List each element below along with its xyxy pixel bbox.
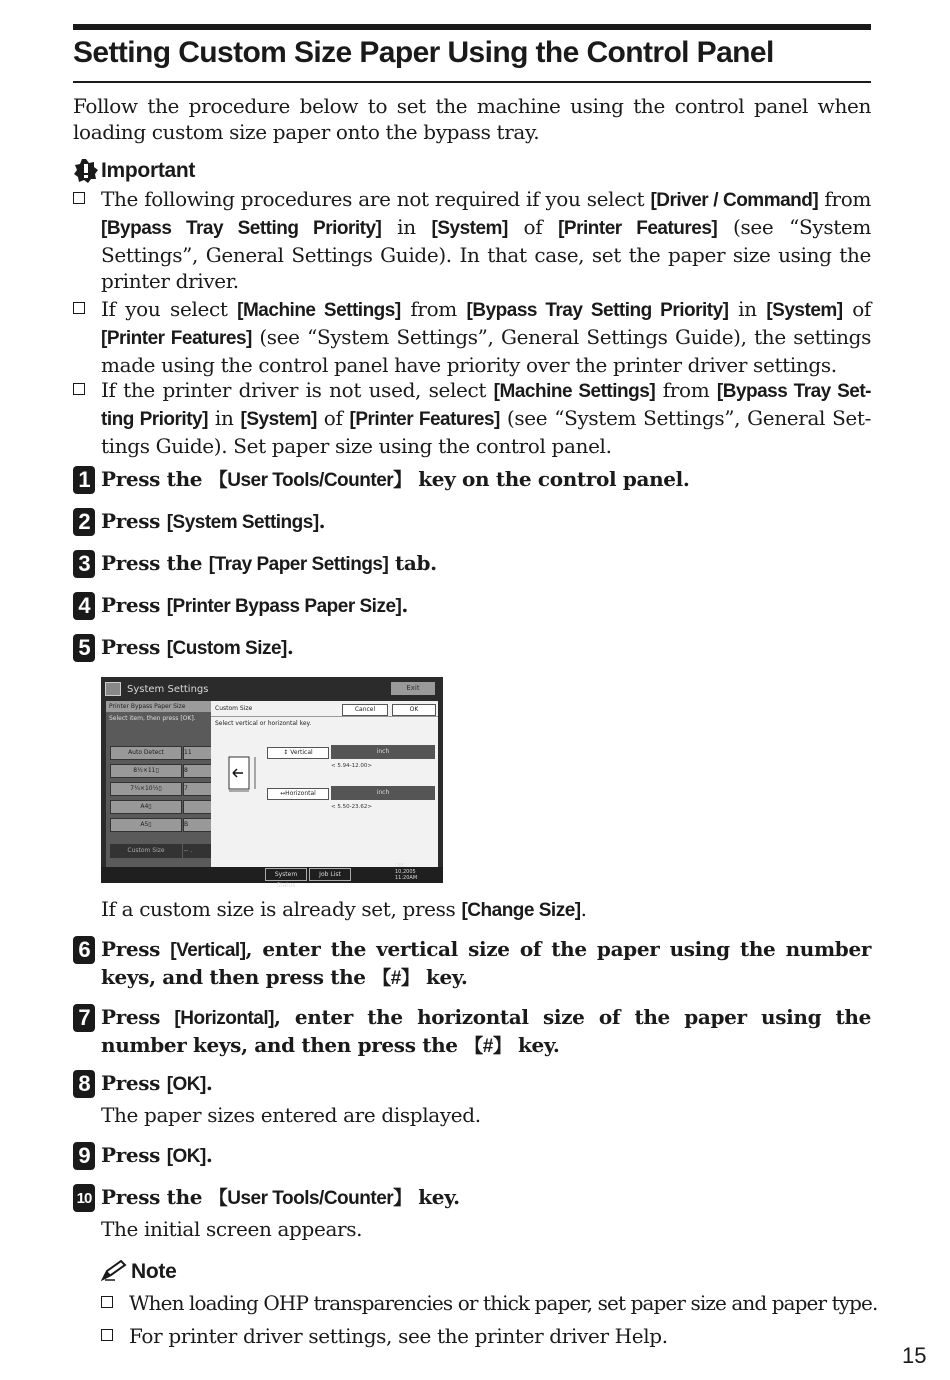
step-text — [101, 634, 871, 662]
step-text — [101, 1004, 871, 1060]
note-label: Note — [131, 1260, 177, 1283]
important-icon — [73, 158, 99, 184]
left-col2-button[interactable]: B — [183, 818, 215, 832]
checkbox-bullet-icon — [101, 1296, 113, 1308]
left-hint: Select item, then press [OK]. — [109, 715, 196, 722]
screen-title: System Settings — [127, 683, 209, 695]
left-col2-button[interactable]: 7 — [183, 782, 215, 796]
step-item — [73, 592, 871, 620]
text-run: in — [207, 406, 241, 430]
step-item — [73, 1004, 871, 1060]
text-run: from — [400, 297, 467, 321]
page-title: Setting Custom Size Paper Using the Control Panel — [73, 36, 774, 69]
text-run: . — [205, 1071, 213, 1095]
text-run: . — [286, 635, 294, 659]
text-run: , enter the vertical size of the paper using the number keys, and then press the — [101, 937, 872, 989]
important-text — [101, 186, 871, 294]
text-run: Press — [101, 1005, 175, 1029]
step-text — [101, 592, 871, 620]
key-label: [System] — [240, 409, 317, 430]
text-run: . — [318, 509, 326, 533]
cancel-button[interactable]: Cancel — [342, 704, 388, 716]
text-run: Press — [101, 1071, 167, 1095]
size-button-3[interactable]: A4▯ — [110, 800, 182, 814]
text-run: of — [507, 215, 559, 239]
step-item — [73, 634, 871, 662]
step-text — [101, 1070, 871, 1098]
step-number-badge: 2 — [73, 508, 95, 536]
screen-left-panel — [106, 701, 212, 867]
key-label: 【#】 — [464, 1036, 512, 1057]
checkbox-bullet-icon — [101, 1329, 113, 1341]
text-run: in — [728, 297, 767, 321]
text-run: . — [580, 897, 587, 921]
note-heading — [101, 1258, 176, 1286]
important-label: Important — [101, 159, 196, 182]
step-text — [101, 508, 871, 536]
job-list-tab[interactable]: Job List — [309, 868, 351, 881]
text-run: Press — [101, 593, 167, 617]
key-label: 【#】 — [372, 968, 420, 989]
system-settings-icon — [105, 682, 121, 696]
horizontal-button[interactable]: ↔Horizontal — [267, 788, 329, 800]
key-label: [OK] — [166, 1146, 206, 1167]
text-run: key. — [419, 965, 468, 989]
step-result-text: The paper sizes entered are displayed. — [101, 1103, 481, 1127]
step-number-badge: 8 — [73, 1070, 95, 1098]
step-number-badge: 7 — [73, 1004, 95, 1032]
title-rule — [73, 81, 871, 83]
text-run: (see “System Settings”, General Settings Guide). In that case, set the paper size using the printer driver. — [101, 215, 872, 293]
paper-diagram-icon — [225, 753, 259, 793]
step-item — [73, 1184, 871, 1242]
step-number-badge: 4 — [73, 592, 95, 620]
size-button-2[interactable]: 7¼×10½▯ — [110, 782, 182, 796]
step-number-badge: 9 — [73, 1142, 95, 1170]
key-label: [System] — [766, 300, 843, 321]
text-run: . — [401, 593, 408, 617]
text-run: in — [381, 215, 432, 239]
key-label: [Horizontal] — [174, 1008, 274, 1029]
text-run: Press — [101, 509, 167, 533]
key-label: [Bypass Tray Setting Priority] — [101, 218, 382, 239]
text-run: (see “System Settings”, General Set-tings Guide). Set paper size using the control panel. — [101, 406, 872, 458]
text-run: of — [316, 406, 350, 430]
text-run: key on the control panel. — [411, 467, 690, 491]
control-panel-screenshot — [101, 677, 443, 889]
text-run: from — [655, 378, 717, 402]
key-label: [OK] — [166, 1074, 206, 1095]
step-number-badge: 3 — [73, 550, 95, 578]
size-button-4[interactable]: A5▯ — [110, 818, 182, 832]
text-run: (see “System Settings”, General Settings Guide), the settings made using the control panel have priority over the printer driver settings. — [101, 325, 872, 377]
text-run: key. — [411, 1185, 460, 1209]
key-label: 【User Tools/Counter】 — [208, 470, 412, 491]
checkbox-bullet-icon — [73, 192, 85, 204]
important-item — [73, 296, 871, 378]
text-run: Press — [101, 1143, 167, 1167]
step-item — [73, 1070, 871, 1128]
step-text — [101, 936, 871, 992]
key-label: [Driver / Command] — [650, 190, 819, 211]
key-label: [System] — [431, 218, 508, 239]
checkbox-bullet-icon — [73, 383, 85, 395]
horizontal-range: < 5.50-23.62> — [331, 804, 372, 810]
exit-button[interactable]: Exit — [391, 682, 435, 695]
text-run: from — [818, 187, 871, 211]
text-run: If the printer driver is not used, select — [101, 378, 494, 402]
important-item — [73, 377, 871, 459]
horizontal-value-field[interactable]: inch — [331, 786, 435, 800]
page-number: 15 — [902, 1343, 927, 1368]
step-number-badge: 1 — [73, 466, 95, 494]
important-heading — [73, 157, 195, 185]
text-run: Press — [101, 635, 167, 659]
step-number-badge: 5 — [73, 634, 95, 662]
step-text — [101, 1184, 871, 1212]
key-label: [Vertical] — [170, 940, 246, 961]
key-label: [Change Size] — [461, 900, 581, 921]
right-hint: Select vertical or horizontal key. — [215, 720, 312, 727]
note-text: For printer driver settings, see the printer driver Help. — [129, 1324, 668, 1348]
vertical-button[interactable]: ↕ Vertical — [267, 747, 329, 759]
screen-status-bar — [101, 863, 443, 889]
step-item — [73, 1142, 871, 1170]
note-item — [101, 1323, 872, 1349]
screen-title-bar — [105, 681, 208, 697]
ok-button[interactable]: OK — [392, 704, 436, 716]
important-text — [101, 296, 871, 378]
step-text — [101, 1142, 871, 1170]
text-run: The following procedures are not required if you select — [101, 187, 651, 211]
step-text — [101, 466, 871, 494]
step-result-text: The initial screen appears. — [101, 1217, 363, 1241]
step-item — [73, 550, 871, 578]
checkbox-bullet-icon — [73, 302, 85, 314]
step-number-badge: 6 — [73, 936, 95, 964]
left-col2-button[interactable]: -- . — [183, 844, 215, 858]
top-rule — [73, 24, 871, 30]
key-label: [Machine Settings] — [493, 381, 656, 402]
key-label: [Bypass Tray Set-ting Priority] — [101, 381, 871, 430]
text-run: Press the — [101, 551, 209, 575]
key-label: [Tray Paper Settings] — [208, 554, 389, 575]
screen-right-panel — [211, 701, 438, 867]
note-text: When loading OHP transparencies or thick paper, set paper size and paper type. — [129, 1291, 878, 1315]
custom-size-button[interactable]: Custom Size — [110, 844, 182, 858]
screen-date: DEC 10,2005 11:20AM — [395, 863, 418, 881]
text-run: Press — [101, 937, 171, 961]
intro-paragraph: Follow the procedure below to set the machine using the control panel when loading custom size paper onto the bypass tray. — [73, 94, 871, 144]
text-run: tab. — [388, 551, 437, 575]
key-label: 【User Tools/Counter】 — [208, 1188, 412, 1209]
step-text — [101, 550, 871, 578]
text-run: , enter the horizontal size of the paper using the number keys, and then press the — [101, 1005, 872, 1057]
step-number-badge: 10 — [73, 1184, 95, 1212]
step-item — [73, 466, 871, 494]
key-label: [Printer Features] — [349, 409, 500, 430]
key-label: [Printer Features] — [101, 328, 252, 349]
left-header: Printer Bypass Paper Size — [106, 701, 212, 712]
left-col2-button[interactable]: 8 — [183, 764, 215, 778]
note-icon — [101, 1259, 127, 1285]
key-label: [Custom Size] — [166, 638, 287, 659]
key-label: [System Settings] — [166, 512, 319, 533]
key-label: [Printer Features] — [558, 218, 718, 239]
text-run: Press the — [101, 467, 209, 491]
text-run: key. — [511, 1033, 560, 1057]
text-run: If a custom size is already set, press — [101, 897, 462, 921]
key-label: [Machine Settings] — [237, 300, 401, 321]
text-run: Press the — [101, 1185, 209, 1209]
text-run: If you select — [101, 297, 238, 321]
system-status-tab[interactable]: System Status — [265, 868, 307, 881]
text-run: of — [842, 297, 871, 321]
key-label: [Printer Bypass Paper Size] — [166, 596, 402, 617]
key-label: [Bypass Tray Setting Priority] — [466, 300, 729, 321]
screenshot-caption — [101, 896, 871, 924]
important-item — [73, 186, 871, 294]
right-header: Custom Size — [211, 701, 438, 717]
text-run: . — [205, 1143, 213, 1167]
left-col2-button[interactable]: 11 — [183, 746, 215, 760]
vertical-range: < 5.94-12.00> — [331, 763, 372, 769]
note-item — [101, 1290, 878, 1316]
important-text — [101, 377, 871, 459]
step-item — [73, 508, 871, 536]
vertical-value-field[interactable]: inch — [331, 745, 435, 759]
size-button-1[interactable]: 8½×11▯ — [110, 764, 182, 778]
step-item — [73, 936, 871, 992]
auto-detect-button[interactable]: Auto Detect — [110, 746, 182, 760]
